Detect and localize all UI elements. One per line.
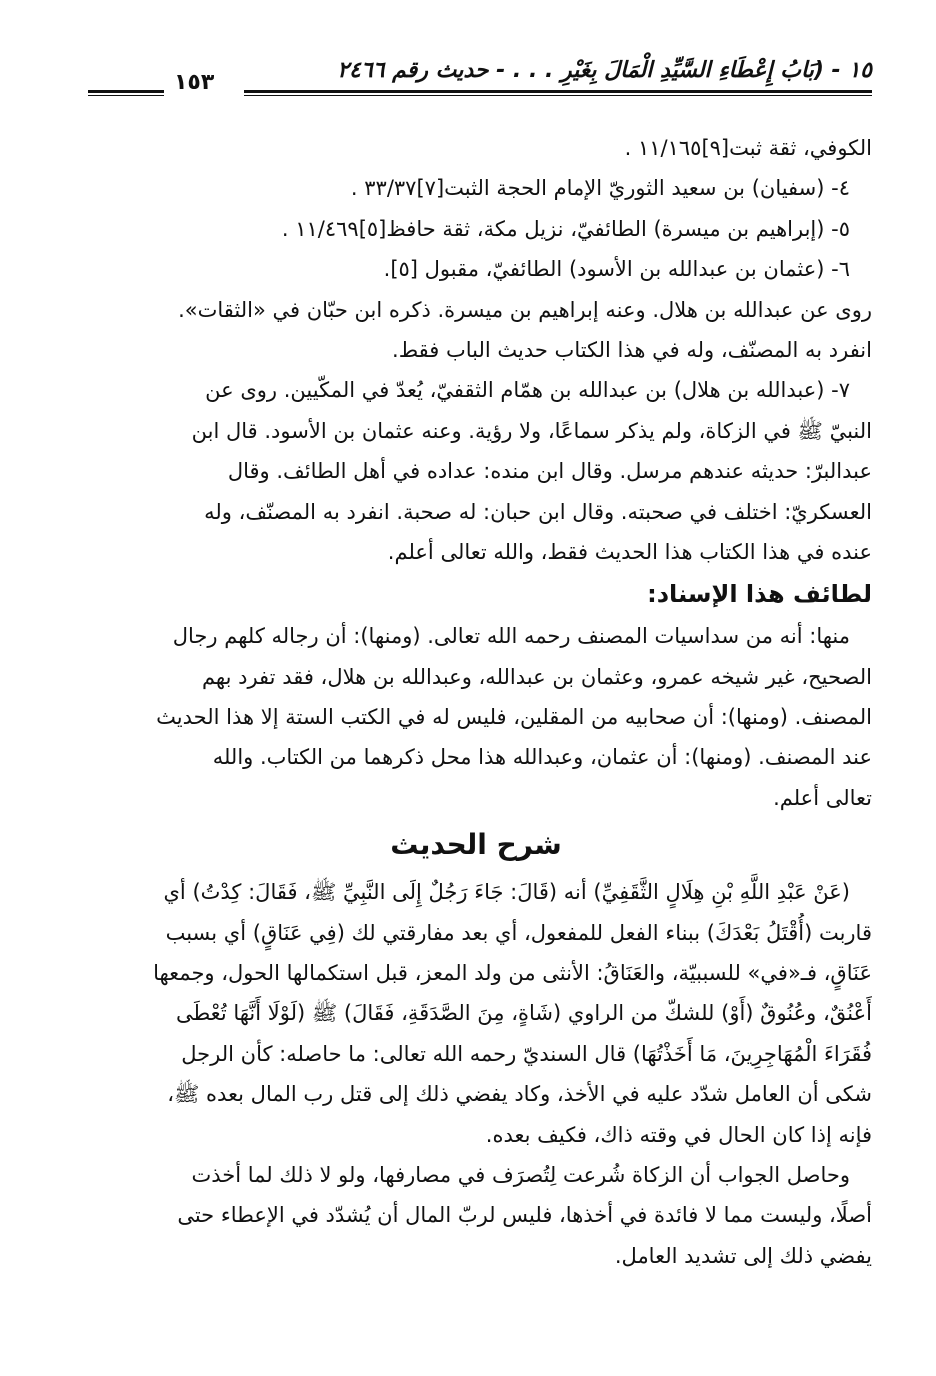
text-line: الكوفي، ثقة ثبت[٩]١١/١٦٥ .: [624, 136, 872, 160]
narrator-entry: ٧- (عبدالله بن هلال) بن عبدالله بن همّام الثقفيّ، يُعدّ في المكّيين. روى عن: [205, 378, 850, 403]
text-line: وحاصل الجواب أن الزكاة شُرعت لِتُصرَف في مصارفها، ولو لا ذلك لما أخذت: [191, 1162, 850, 1187]
narrator-entry: ٤- (سفيان) بن سعيد الثوريّ الإمام الحجة الثبت[٧]٣٣/٣٧ .: [350, 176, 850, 201]
narrator-entry: ٥- (إبراهيم بن ميسرة) الطائفيّ، نزيل مكة، ثقة حافظ[٥]١١/٤٦٩ .: [281, 216, 850, 241]
text-line: عبدالبرّ: حديثه عندهم مرسل. وقال ابن منده: عداده في أهل الطائف. وقال: [227, 459, 872, 484]
text-line: تعالى أعلم.: [773, 785, 872, 810]
page-body: [80, 128, 872, 1276]
text-line: قاربت (أُقْتَلُ بَعْدَكَ) ببناء الفعل للمفعول، أي بعد مفارقتي لك (فِي عَنَاقٍ) أي بسبب: [165, 920, 872, 945]
text-line: فُقَرَاءَ الْمُهَاجِرِينَ، مَا أَخَذْتُهَا) قال السنديّ رحمه الله تعالى: ما حاصله: كأن الرجل: [181, 1041, 872, 1066]
text-line: (عَنْ عَبْدِ اللَّهِ بْنِ هِلَالٍ الثَّقَفِيِّ) أنه (قَالَ: جَاءَ رَجُلٌ إِلَى النَّبِيِّ ﷺ، فَقَالَ: كِدْتُ) أي: [163, 880, 850, 905]
section-heading: لطائف هذا الإسناد:: [647, 580, 872, 609]
narrator-entry: ٦- (عثمان بن عبدالله بن الأسود) الطائفيّ، مقبول [٥].: [383, 257, 850, 282]
text-line: فإنه إذا كان الحال في وقته ذاك، فكيف بعده.: [485, 1122, 872, 1147]
text-line: عنده في هذا الكتاب هذا الحديث فقط، والله تعالى أعلم.: [387, 539, 872, 564]
text-line: الصحيح، غير شيخه عمرو، وعثمان بن عبدالله، وعبدالله بن هلال، فقد تفرد بهم: [201, 664, 872, 689]
text-line: شكى أن العامل شدّد عليه في الأخذ، وكاد يفضي ذلك إلى قتل رب المال بعده ﷺ،: [167, 1082, 872, 1107]
page-header: [88, 56, 872, 100]
text-line: روى عن عبدالله بن هلال. وعنه إبراهيم بن ميسرة. ذكره ابن حبّان في «الثقات».: [178, 297, 872, 322]
section-title: شرح الحديث: [390, 828, 562, 862]
page-number: ١٥٣: [174, 70, 215, 95]
text-line: أَعْنُقٌ، وعُنُوقٌ (أَوْ) للشكّ من الراوي (شَاةٍ، مِنَ الصَّدَقَةِ، فَقَالَ) ﷺ (لَوْلَا أَنَّهَا تُعْطَى: [175, 1001, 872, 1026]
text-line: منها: أنه من سداسيات المصنف رحمه الله تعالى. (ومنها): أن رجاله كلهم رجال: [172, 624, 850, 649]
header-rule: [88, 90, 164, 96]
text-line: أصلًا، وليست مما لا فائدة في أخذها، فليس لربّ المال أن يُشدّد في الإعطاء حتى: [177, 1203, 872, 1228]
text-line: النبيّ ﷺ في الزكاة، ولم يذكر سماعًا، ولا رؤية. وعنه عثمان بن الأسود. قال ابن: [191, 418, 872, 443]
text-line: عَنَاقٍ، فـ«في» للسببيّة، والعَنَاقُ: الأنثى من ولد المعز، قبل استكمالها الحول، وجمعها: [153, 961, 872, 986]
text-line: العسكريّ: اختلف في صحبته. وقال ابن حبان: له صحبة. انفرد به المصنّف، وله: [204, 499, 872, 524]
text-line: عند المصنف. (ومنها): أن عثمان، وعبدالله هذا محل ذكرهما من الكتاب. والله: [212, 745, 872, 770]
header-rule: [244, 90, 872, 96]
text-line: يفضي ذلك إلى تشديد العامل.: [614, 1243, 872, 1268]
running-title: ١٥ - (بَابُ إِعْطَاءِ السَّيِّدِ الْمَالَ بِغَيْرِ . . . - حديث رقم ٢٤٦٦: [337, 58, 872, 83]
text-line: المصنف. (ومنها): أن صحابيه من المقلين، فليس له في الكتب الستة إلا هذا الحديث: [156, 705, 872, 730]
text-line: انفرد به المصنّف، وله في هذا الكتاب حديث الباب فقط.: [392, 337, 872, 362]
